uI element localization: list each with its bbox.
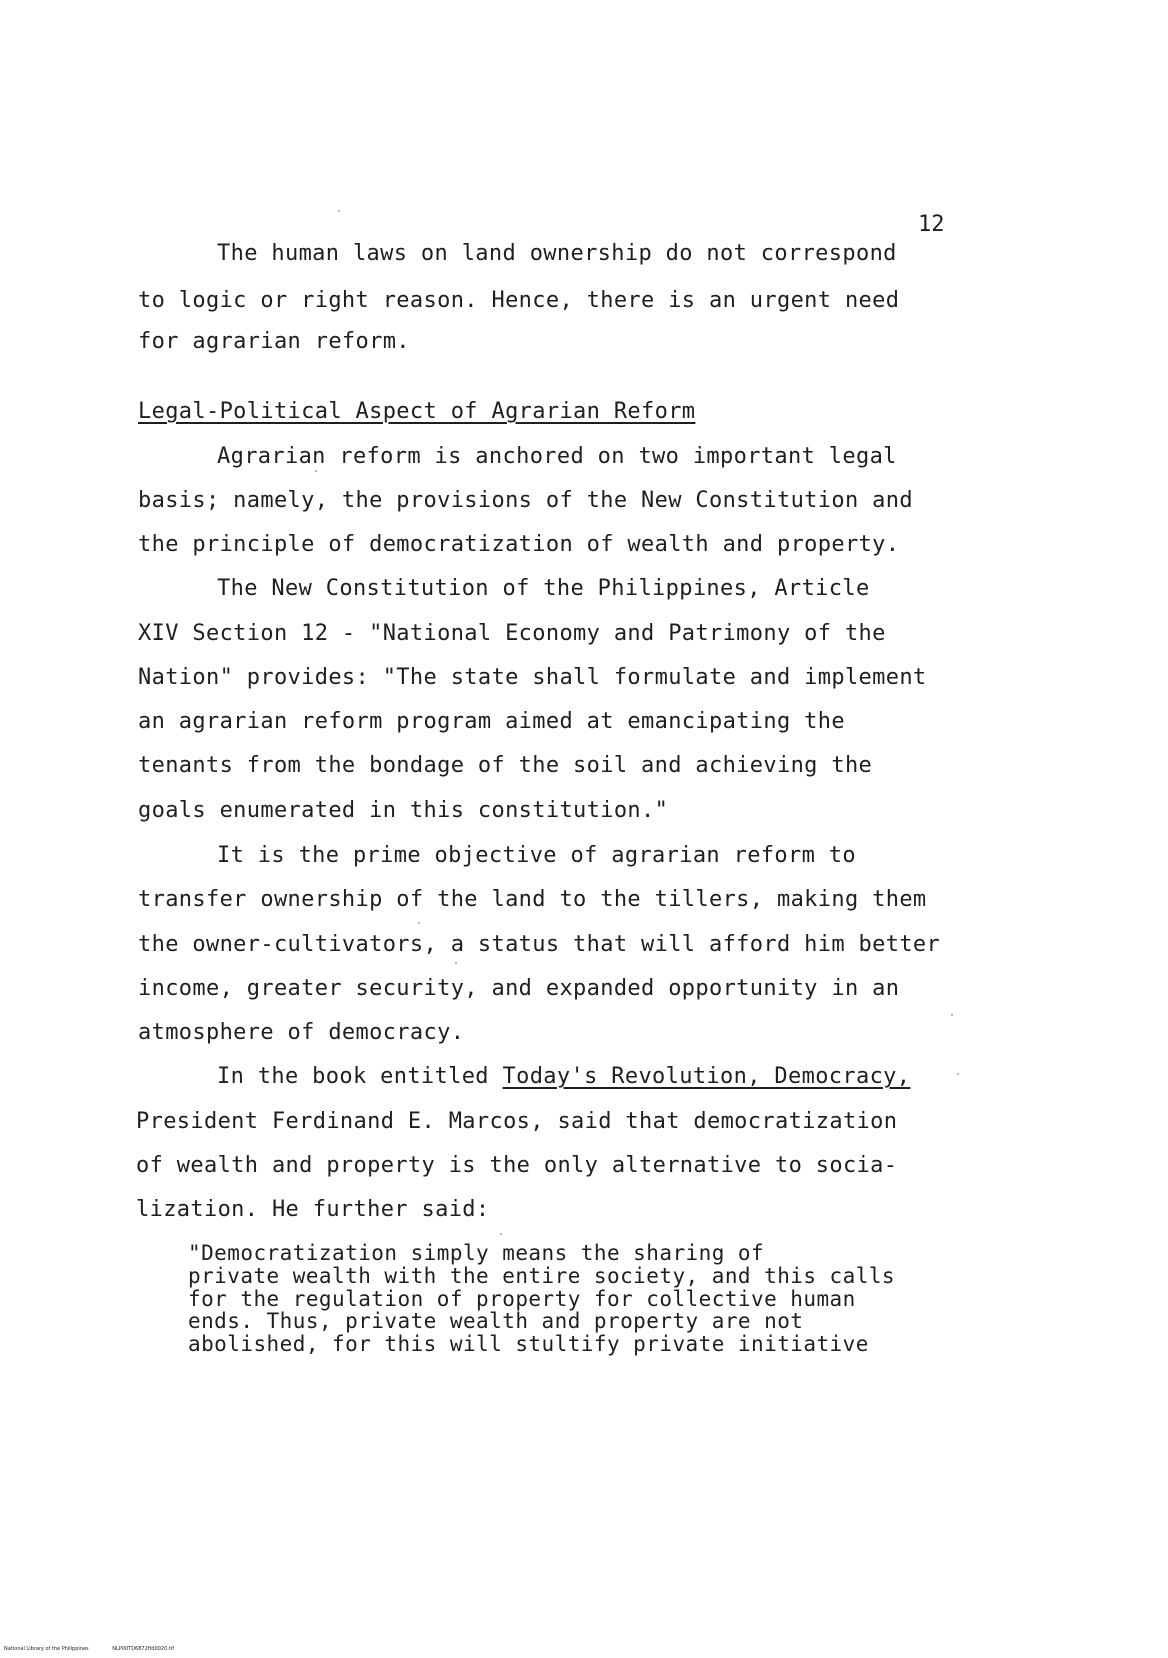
constitution-line-5: tenants from the bondage of the soil and achieving the	[138, 753, 873, 778]
objective-line-1: It is the prime objective of agrarian reform to	[217, 843, 856, 868]
intro-line-2: to logic or right reason. Hence, there is an urgent need	[138, 288, 900, 313]
objective-line-5: atmosphere of democracy.	[138, 1020, 465, 1045]
legal-basis-line-3: the principle of democratization of wealth and property.	[138, 532, 900, 557]
constitution-line-4: an agrarian reform program aimed at emancipating the	[138, 709, 845, 734]
quote-line-3: for the regulation of property for collective human	[188, 1287, 856, 1311]
scan-speck	[315, 470, 317, 472]
legal-basis-line-1: Agrarian reform is anchored on two important legal	[217, 444, 897, 469]
book-title: Today's Revolution, Democracy,	[502, 1064, 911, 1089]
objective-line-4: income, greater security, and expanded opportunity in an	[138, 976, 900, 1001]
constitution-line-3: Nation" provides: "The state shall formulate and implement	[138, 665, 927, 690]
legal-basis-line-2: basis; namely, the provisions of the New Constitution and	[138, 488, 913, 513]
scan-speck	[455, 962, 457, 964]
footer-file: NLP00TD6872ftd0020.tif	[112, 1646, 174, 1652]
constitution-line-2: XIV Section 12 - "National Economy and Patrimony of the	[138, 621, 886, 646]
quote-line-5: abolished, for this will stultify private initiative	[188, 1332, 869, 1356]
constitution-line-1: The New Constitution of the Philippines, Article	[217, 576, 870, 601]
constitution-line-6: goals enumerated in this constitution."	[138, 798, 669, 823]
page-number: 12	[918, 212, 945, 237]
footer-library: National Library of the Philippines	[4, 1646, 89, 1652]
scan-speck	[957, 1073, 959, 1075]
intro-line-3: for agrarian reform.	[138, 329, 410, 354]
quote-line-4: ends. Thus, private wealth and property are not	[188, 1309, 804, 1333]
book-line-2: President Ferdinand E. Marcos, said that democratization	[136, 1109, 898, 1134]
objective-line-3: the owner-cultivators, a status that will afford him better	[138, 932, 941, 957]
section-heading: Legal-Political Aspect of Agrarian Reform	[138, 399, 696, 424]
scan-speck	[338, 210, 340, 212]
book-prefix: In the book entitled	[217, 1064, 503, 1089]
scan-footer	[4, 1647, 174, 1652]
intro-line-1: The human laws on land ownership do not correspond	[217, 241, 897, 266]
quote-line-1: "Democratization simply means the sharing of	[188, 1241, 765, 1265]
scan-speck	[418, 922, 420, 924]
book-line-1	[217, 1066, 910, 1088]
quote-line-2: private wealth with the entire society, and this calls	[188, 1264, 896, 1288]
book-line-4: lization. He further said:	[136, 1197, 490, 1222]
scan-speck	[500, 1233, 502, 1235]
book-line-3: of wealth and property is the only alternative to socia-	[136, 1153, 898, 1178]
objective-line-2: transfer ownership of the land to the tillers, making them	[138, 887, 927, 912]
scan-speck	[951, 1014, 953, 1016]
